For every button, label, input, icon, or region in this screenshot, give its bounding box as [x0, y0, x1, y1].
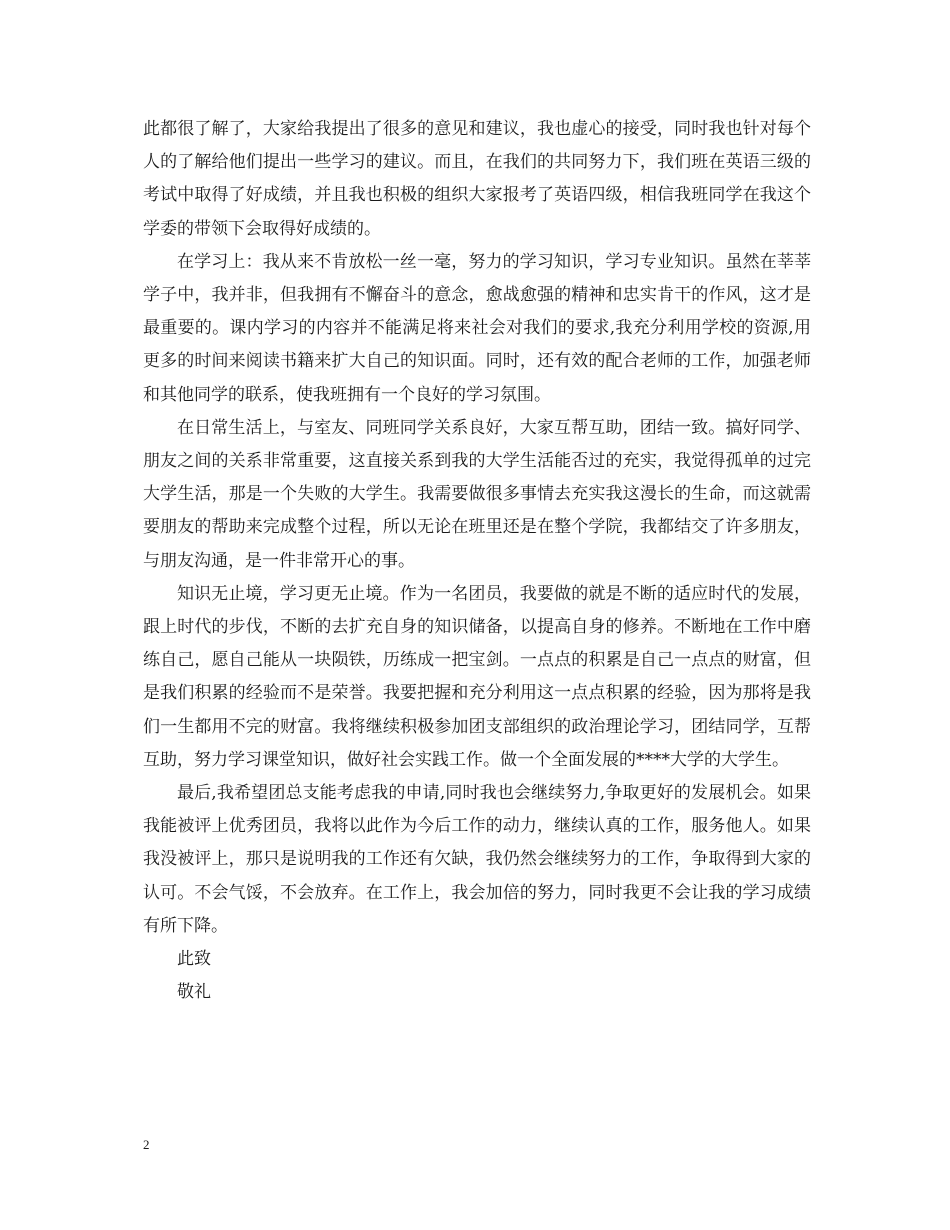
paragraph-conclusion: 最后,我希望团总支能考虑我的申请,同时我也会继续努力,争取更好的发展机会。如果我能被评上优秀团员，我将以此作为今后工作的动力，继续认真的工作，服务他人。如果我没被评上，那只是说明我的工作还有欠缺，我仍然会继续努力的工作，争取得到大家的认可。不会气馁，不会放弃。在工作上，我会加倍的努力，同时我更不会让我的学习成绩有所下降。 — [143, 783, 811, 936]
paragraph-daily-life: 在日常生活上，与室友、同班同学关系良好，大家互帮互助，团结一致。搞好同学、朋友之间的关系非常重要，这直接关系到我的大学生活能否过的充实，我觉得孤单的过完大学生活，那是一个失败的大学生。我需要做很多事情去充实我这漫长的生命，而这就需要朋友的帮助来完成整个过程，所以无论在班里还是在整个学院，我都结交了许多朋友，与朋友沟通，是一件非常开心的事。 — [143, 417, 811, 571]
paragraph-continuation: 此都很了解了，大家给我提出了很多的意见和建议，我也虚心的接受，同时我也针对每个人的了解给他们提出一些学习的建议。而且，在我们的共同努力下，我们班在英语三级的考试中取得了好成绩，并且我也积极的组织大家报考了英语四级，相信我班同学在我这个学委的带领下会取得好成绩的。 — [143, 119, 811, 239]
closing-regards: 敬礼 — [177, 982, 211, 1003]
paragraph-study: 在学习上：我从来不肯放松一丝一毫，努力的学习知识，学习专业知识。虽然在莘莘学子中，我并非，但我拥有不懈奋斗的意念，愈战愈强的精神和忠实肯干的作风，这才是最重要的。课内学习的内容并不能满足将来社会对我们的要求,我充分利用学校的资源,用更多的时间来阅读书籍来扩大自己的知识面。同时，还有效的配合老师的工作，加强老师和其他同学的联系，使我班拥有一个良好的学习氛围。 — [143, 251, 811, 405]
closing-salutation: 此致 — [177, 949, 211, 970]
document-body — [143, 113, 811, 1009]
paragraph-knowledge: 知识无止境，学习更无止境。作为一名团员，我要做的就是不断的适应时代的发展，跟上时代的步伐，不断的去扩充自身的知识储备，以提高自身的修养。不断地在工作中磨练自己，愿自己能从一块陨铁，历练成一把宝剑。一点点的积累是自己一点点的财富，但是我们积累的经验而不是荣誉。我要把握和充分利用这一点点积累的经验，因为那将是我们一生都用不完的财富。我将继续积极参加团支部组织的政治理论学习，团结同学，互帮互助，努力学习课堂知识，做好社会实践工作。做一个全面发展的****大学的大学生。 — [143, 583, 811, 770]
page-number: 2 — [143, 1137, 150, 1152]
